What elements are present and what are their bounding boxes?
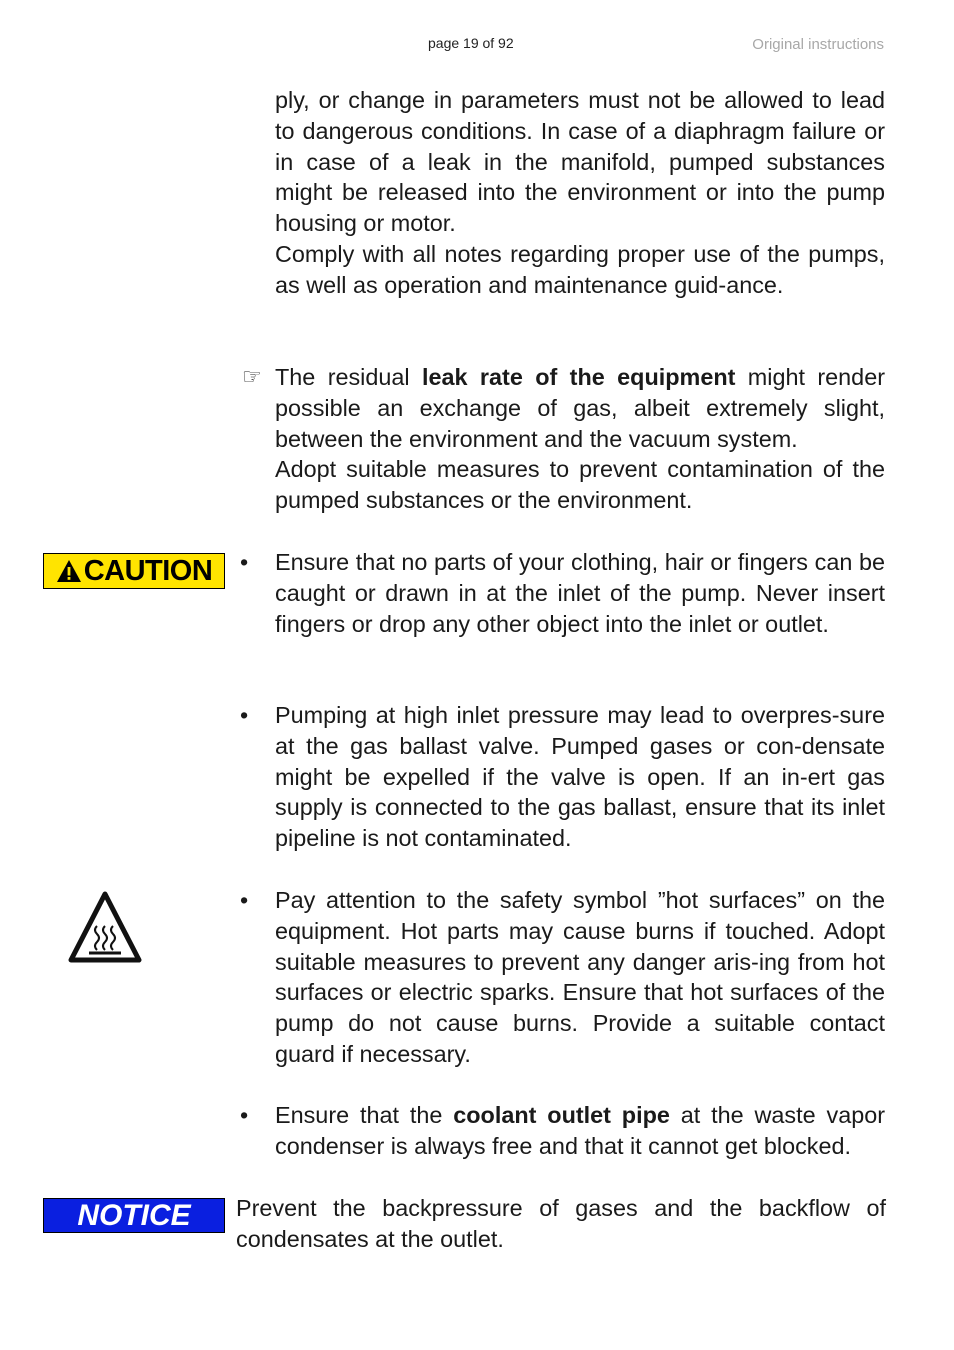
intro-paragraph-1: ply, or change in parameters must not be allowed to lead to dangerous conditions. In case of a diaphragm failure or in case of a leak in the manifold, pumped substances might be released into the environment or into the pump housing or motor. [275,87,885,237]
page-header-page-number: page 19 of 92 [428,35,514,51]
bullet-marker: • [240,887,249,913]
bullet-marker: • [240,702,249,728]
bullet-clothing-text: Ensure that no parts of your clothing, hair or fingers can be caught or drawn in at the inlet of the pump. Never insert fingers or drop any other object into the inlet or outlet. [275,549,885,637]
warning-triangle-icon [56,559,82,583]
coolant-bold: coolant outlet pipe [453,1102,670,1128]
pointing-hand-icon: ☞ [242,364,262,389]
bullet-marker: • [240,1102,249,1128]
bullet-coolant-text [275,1100,885,1162]
contamination-paragraph: Adopt suitable measures to prevent contamination of the pumped substances or the environment. [275,456,885,514]
bullet-overpressure-text: Pumping at high inlet pressure may lead to overpres-sure at the gas ballast valve. Pumped gases or con-densate might be expelled if the valve is open. If an in-ert gas supply is connected to the gas ballast, ensure that its inlet pipeline is not contaminated. [275,702,885,852]
bullet-coolant [275,1100,885,1162]
caution-text: CAUTION [83,554,213,587]
notice-label: NOTICE [43,1198,225,1233]
leak-rate-text-after: might render possible an exchange of gas, albeit extremely slight, between the environment and the vacuum system. [275,364,885,452]
caution-label [43,553,225,589]
leak-rate-paragraph [275,362,885,454]
notice-text: Prevent the backpressure of gases and the backflow of condensates at the outlet. [236,1195,886,1252]
bullet-hot-surfaces [275,885,885,1070]
coolant-text-before: Ensure that the [275,1102,454,1128]
bullet-hot-surfaces-text: Pay attention to the safety symbol ”hot surfaces” on the equipment. Hot parts may cause burns if touched. Adopt suitable measures to prevent any danger aris-ing from hot surfaces or electric sparks. Ensure that hot surfaces of the pump do not cause burns. Provide a suitable contact guard if necessary. [275,887,885,1067]
bullet-clothing [275,547,885,639]
bullet-overpressure [275,700,885,854]
leak-rate-note [275,362,885,516]
page-header-source: Original instructions [752,36,884,53]
coolant-text-after: at the waste vapor condenser is always free and that it cannot get blocked. [275,1102,886,1159]
bullet-marker: • [240,549,249,575]
intro-paragraph-2: Comply with all notes regarding proper use of the pumps, as well as operation and maintenance guid-ance. [275,240,885,298]
leak-rate-text-before: The residual [275,364,422,390]
hot-surface-icon [67,890,143,966]
leak-rate-bold: leak rate of the equipment [422,364,736,390]
intro-block [275,85,885,301]
